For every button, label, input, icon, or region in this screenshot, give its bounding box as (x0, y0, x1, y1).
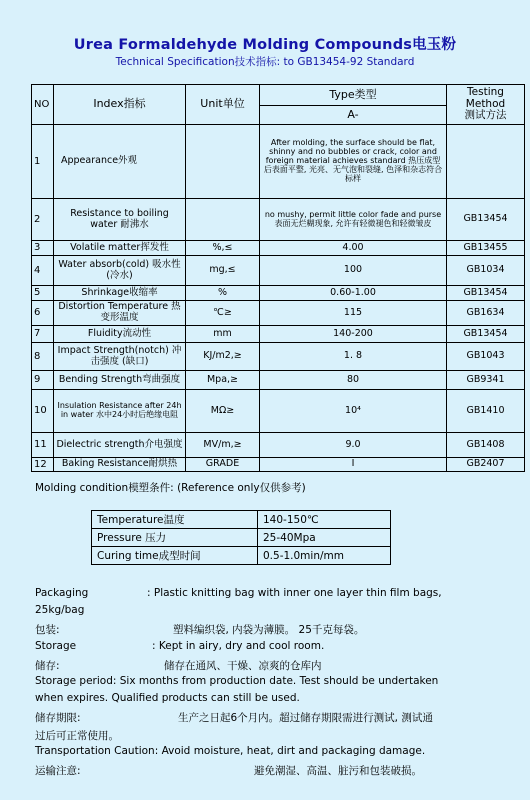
row-method: GB13454 (447, 326, 525, 343)
packaging-text-2: 25kg/bag (35, 604, 85, 616)
header-testing-line: 测试方法 (464, 109, 507, 122)
row-no: 8 (32, 343, 54, 371)
table-row (32, 326, 525, 343)
row-index: Water absorb(cold) 吸水性 (冷水) (54, 256, 186, 286)
row-no: 7 (32, 326, 54, 343)
row-method: GB13454 (447, 199, 525, 241)
row-index: Fluidity流动性 (54, 326, 186, 343)
table-row (32, 343, 525, 371)
row-method: GB13454 (447, 286, 525, 301)
table-row (32, 241, 525, 256)
spec-table (31, 84, 525, 472)
row-index: Bending Strength弯曲强度 (54, 371, 186, 390)
row-index: Impact Strength(notch) 冲击强度 (缺口) (54, 343, 186, 371)
row-no: 10 (32, 390, 54, 433)
table-row (32, 125, 525, 199)
table-row (32, 458, 525, 472)
storage-period-text-2: when expires. Qualified products can still be used. (35, 692, 300, 704)
row-index: Dielectric strength介电强度 (54, 433, 186, 458)
table-row (32, 256, 525, 286)
row-index: Insulation Resistance after 24h in water 水中24小时后绝缘电阻 (54, 390, 186, 433)
row-method: GB2407 (447, 458, 525, 472)
row-unit: %,≤ (186, 241, 260, 256)
row-index: Appearance外观 (54, 125, 186, 199)
packaging-text: : Plastic knitting bag with inner one layer thin film bags, (147, 587, 442, 599)
header-testing (447, 85, 525, 125)
table-row (92, 529, 391, 547)
header-no: NO (32, 85, 54, 125)
row-unit (186, 199, 260, 241)
table-row (32, 286, 525, 301)
row-method: GB1410 (447, 390, 525, 433)
packaging-cn-label: 包装: (35, 624, 60, 636)
row-unit: ℃≥ (186, 301, 260, 326)
page-subtitle: Technical Specification技术指标: to GB13454-92 Standard (115, 56, 415, 68)
row-index: Shrinkage收缩率 (54, 286, 186, 301)
row-value: 80 (260, 371, 447, 390)
row-method: GB1408 (447, 433, 525, 458)
row-no: 1 (32, 125, 54, 199)
table-row (92, 547, 391, 565)
row-no: 2 (32, 199, 54, 241)
row-no: 9 (32, 371, 54, 390)
row-value: I (260, 458, 447, 472)
row-unit: % (186, 286, 260, 301)
header-type: Type类型 (260, 85, 447, 106)
row-no: 3 (32, 241, 54, 256)
row-value: 4.00 (260, 241, 447, 256)
row-method: GB13455 (447, 241, 525, 256)
storage-period-cn-label: 储存期限: (35, 712, 81, 724)
molding-value: 140-150℃ (258, 511, 391, 529)
row-unit: GRADE (186, 458, 260, 472)
row-index: Resistance to boiling water 耐沸水 (54, 199, 186, 241)
row-unit (186, 125, 260, 199)
row-index: Volatile matter挥发性 (54, 241, 186, 256)
molding-condition-label: Molding condition模塑条件: (Reference only仅供参考) (35, 482, 306, 494)
molding-label: Pressure 压力 (92, 529, 258, 547)
header-unit: Unit单位 (186, 85, 260, 125)
molding-value: 25-40Mpa (258, 529, 391, 547)
storage-period-text: Storage period: Six months from production date. Test should be undertaken (35, 675, 439, 687)
row-index: Distortion Temperature 热变形温度 (54, 301, 186, 326)
header-type-sub: A- (260, 106, 447, 125)
table-row (32, 433, 525, 458)
storage-period-cn-text-2: 过后可正常使用。 (35, 730, 119, 742)
row-value: 9.0 (260, 433, 447, 458)
row-unit: mm (186, 326, 260, 343)
molding-label: Curing time成型时间 (92, 547, 258, 565)
row-value: 0.60-1.00 (260, 286, 447, 301)
row-unit: MΩ≥ (186, 390, 260, 433)
table-row (32, 199, 525, 241)
page-title: Urea Formaldehyde Molding Compounds电玉粉 (73, 37, 457, 53)
storage-period-cn-text: 生产之日起6个月内。超过储存期限需进行测试, 测试通 (178, 712, 433, 724)
transport-cn-label: 运输注意: (35, 765, 81, 777)
row-no: 5 (32, 286, 54, 301)
row-value: 115 (260, 301, 447, 326)
row-method: GB1634 (447, 301, 525, 326)
header-testing-line: Testing (467, 85, 504, 98)
row-no: 4 (32, 256, 54, 286)
row-method: GB1043 (447, 343, 525, 371)
row-value: After molding, the surface should be flat, shinny and no bubbles or crack, color and foreign material achieves standard 热压成型后表面平整, 光亮、无气泡和裂缝, 色泽和杂志符合标样 (260, 125, 447, 199)
header-testing-line: Method (465, 97, 506, 110)
storage-cn-text: 储存在通风、干燥、凉爽的仓库内 (164, 660, 322, 672)
row-unit: KJ/m2,≥ (186, 343, 260, 371)
row-no: 6 (32, 301, 54, 326)
storage-cn-label: 储存: (35, 660, 60, 672)
row-value: no mushy, permit little color fade and purse 表面无烂糊现象, 允许有轻微褪色和轻微皱皮 (260, 199, 447, 241)
table-row (32, 390, 525, 433)
row-unit: Mpa,≥ (186, 371, 260, 390)
row-method: GB9341 (447, 371, 525, 390)
row-value: 1. 8 (260, 343, 447, 371)
row-method (447, 125, 525, 199)
transport-text: Transportation Caution: Avoid moisture, heat, dirt and packaging damage. (35, 745, 426, 757)
table-row (32, 301, 525, 326)
row-index: Baking Resistance耐烘热 (54, 458, 186, 472)
packaging-label: Packaging (35, 587, 89, 599)
row-method: GB1034 (447, 256, 525, 286)
row-unit: MV/m,≥ (186, 433, 260, 458)
storage-text: : Kept in airy, dry and cool room. (152, 640, 325, 652)
molding-label: Temperature温度 (92, 511, 258, 529)
row-value: 140-200 (260, 326, 447, 343)
row-value: 10⁴ (260, 390, 447, 433)
transport-cn-text: 避免潮湿、高温、脏污和包装破损。 (254, 765, 422, 777)
row-unit: mg,≤ (186, 256, 260, 286)
table-row (32, 371, 525, 390)
row-no: 11 (32, 433, 54, 458)
row-no: 12 (32, 458, 54, 472)
molding-value: 0.5-1.0min/mm (258, 547, 391, 565)
packaging-cn-text: 塑料编织袋, 内袋为薄膜。 25千克每袋。 (173, 624, 365, 636)
molding-table (91, 510, 391, 565)
storage-label: Storage (35, 640, 77, 652)
header-index: Index指标 (54, 85, 186, 125)
row-value: 100 (260, 256, 447, 286)
table-row (92, 511, 391, 529)
